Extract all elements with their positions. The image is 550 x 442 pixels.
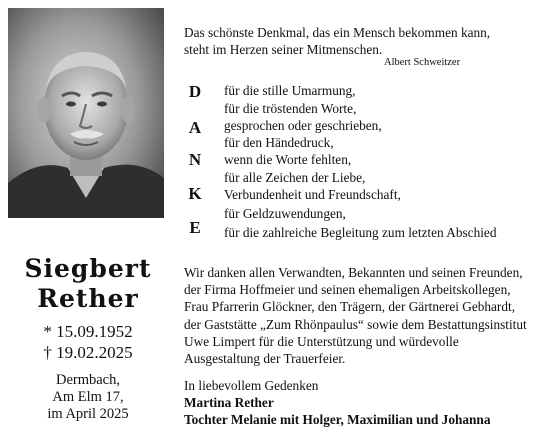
closing-intro: In liebevollem Gedenken	[184, 378, 319, 393]
place-and-date	[8, 372, 168, 423]
birth-date: * 15.09.1952	[43, 322, 133, 341]
paragraph-line: Uwe Limpert für die Unterstützung und würdevolle	[184, 333, 459, 349]
paragraph-line: Frau Pfarrerin Glöckner, den Trägern, der Gärtnerei Gebhardt,	[184, 299, 516, 315]
danke-line: wenn die Worte fehlten,	[224, 152, 352, 167]
danke-letter-d: D	[188, 82, 202, 101]
paragraph-line: Wir danken allen Verwandten, Bekannten und seinen Freunden,	[184, 265, 523, 280]
danke-letter-e: E	[189, 218, 201, 237]
danke-line: für die tröstenden Worte,	[224, 101, 357, 116]
quote-author: Albert Schweitzer	[384, 57, 461, 68]
danke-letter-k: K	[188, 184, 202, 203]
closing-family: Tochter Melanie mit Holger, Maximilian und Johanna	[184, 412, 491, 428]
paragraph-line: Ausgestaltung der Trauerfeier.	[184, 351, 346, 367]
portrait-photo	[8, 8, 164, 218]
quote	[184, 24, 544, 58]
place-line: Dermbach,	[55, 372, 120, 388]
closing-block	[184, 377, 544, 429]
place-line: Am Elm 17,	[52, 389, 124, 405]
closing-signer: Martina Rether	[184, 395, 274, 411]
portrait-illustration	[8, 8, 164, 218]
danke-entry	[224, 169, 544, 203]
danke-line: Verbundenheit und Freundschaft,	[224, 187, 401, 202]
danke-line: für Geldzuwendungen,	[224, 206, 346, 221]
paragraph-line: der Gaststätte „Zum Rhönpaulus“ sowie dem Bestattungsinstitut	[184, 316, 527, 332]
danke-line: für den Händedruck,	[224, 135, 334, 150]
paragraph-line: der Firma Hoffmeier und seinen ehemaligen Arbeitskollegen,	[184, 282, 511, 298]
deceased-first-name: Siegbert	[24, 254, 152, 283]
danke-line: für die stille Umarmung,	[224, 83, 356, 98]
danke-entry	[224, 134, 544, 168]
danke-line: für die zahlreiche Begleitung zum letzten Abschied	[224, 225, 497, 240]
danke-line: gesprochen oder geschrieben,	[224, 118, 382, 133]
thanks-paragraph	[184, 264, 544, 367]
danke-letter-a: A	[188, 118, 202, 137]
danke-letter-n: N	[188, 150, 202, 169]
danke-entry	[224, 205, 544, 241]
deceased-last-name: Rether	[37, 284, 139, 313]
place-line: im April 2025	[47, 406, 129, 422]
danke-entry	[224, 82, 544, 99]
death-date: † 19.02.2025	[43, 343, 133, 362]
quote-line: steht im Herzen seiner Mitmenschen.	[184, 42, 383, 57]
danke-line: für alle Zeichen der Liebe,	[224, 170, 366, 185]
danke-entry	[224, 100, 544, 134]
quote-line: Das schönste Denkmal, das ein Mensch bekommen kann,	[184, 25, 491, 40]
